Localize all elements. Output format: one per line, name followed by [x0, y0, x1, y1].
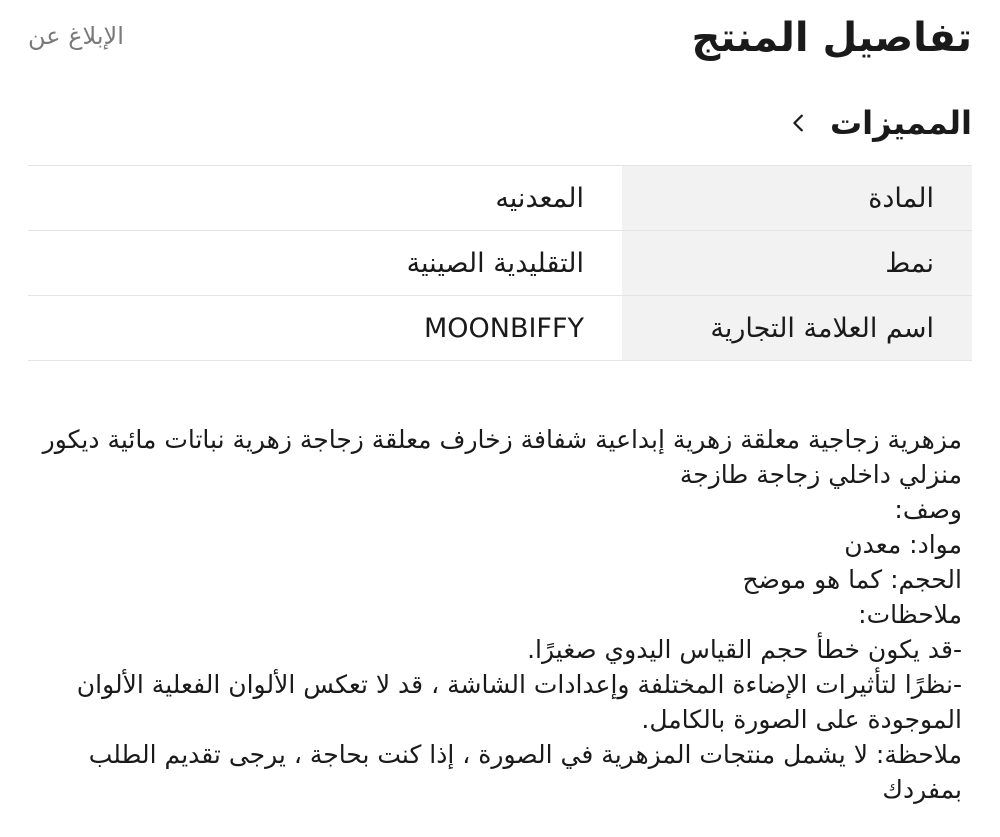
features-title: المميزات	[830, 104, 972, 142]
description-line: -قد يكون خطأ حجم القياس اليدوي صغيرًا.	[527, 635, 962, 664]
spec-row-style	[28, 231, 972, 296]
report-link[interactable]: الإبلاغ عن	[28, 22, 124, 50]
product-details-page	[28, 0, 972, 837]
description-line: مواد: معدن	[844, 530, 962, 559]
chevron-left-icon	[788, 112, 810, 134]
spec-value: المعدنيه	[28, 166, 622, 231]
spec-row-material	[28, 166, 972, 231]
spec-key: نمط	[622, 231, 972, 296]
product-description	[32, 422, 962, 807]
description-line: ملاحظة: لا يشمل منتجات المزهرية في الصورة ، إذا كنت بحاجة ، يرجى تقديم الطلب بمفردك	[88, 740, 962, 804]
spec-value	[28, 296, 622, 361]
spec-key: اسم العلامة التجارية	[622, 296, 972, 361]
description-line: ملاحظات:	[858, 600, 962, 629]
specs-table	[28, 165, 972, 361]
brand-name: MOONBIFFY	[423, 312, 584, 344]
header	[28, 10, 972, 70]
page-title: تفاصيل المنتج	[691, 15, 972, 61]
spec-row-brand	[28, 296, 972, 361]
description-line: -نظرًا لتأثيرات الإضاءة المختلفة وإعدادات الشاشة ، قد لا تعكس الألوان الفعلية الألوان الموجودة على الصورة بالكامل.	[76, 670, 962, 734]
spec-value: التقليدية الصينية	[28, 231, 622, 296]
features-section-toggle[interactable]	[788, 100, 972, 146]
description-line: مزهرية زجاجية معلقة زهرية إبداعية شفافة زخارف معلقة زجاجة زهرية نباتات مائية ديكور منزلي داخلي زجاجة طازجة	[42, 425, 962, 489]
description-line: وصف:	[894, 495, 962, 524]
description-line: الحجم: كما هو موضح	[742, 565, 962, 594]
spec-key: المادة	[622, 166, 972, 231]
